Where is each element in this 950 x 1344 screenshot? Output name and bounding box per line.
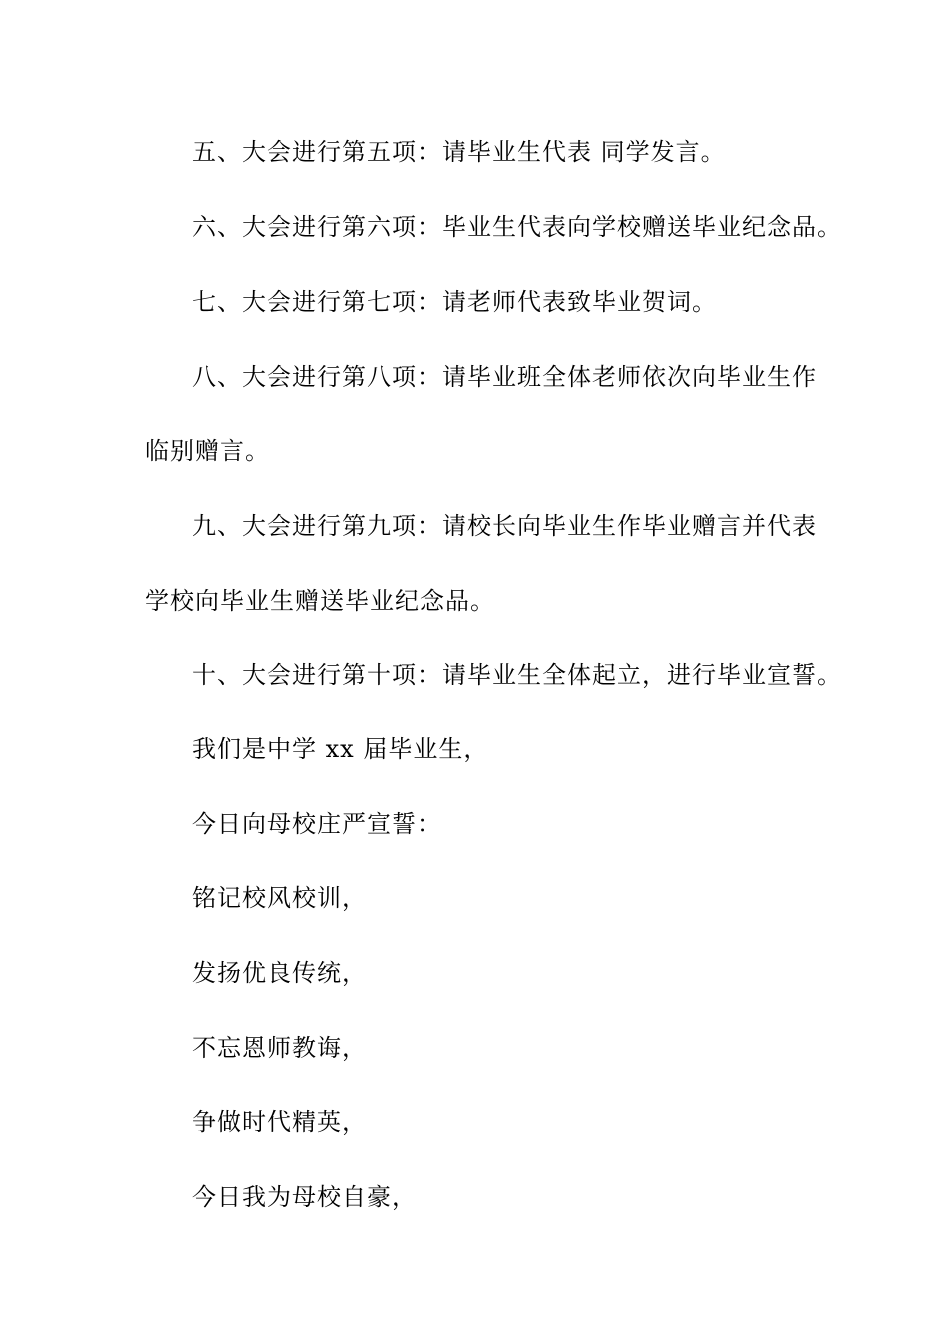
oath-line-7: 今日我为母校自豪， <box>192 1183 417 1211</box>
paragraph-item-9-line-2: 学校向毕业生赠送毕业纪念品。 <box>145 587 495 615</box>
paragraph-item-6: 六、大会进行第六项：毕业生代表向学校赠送毕业纪念品。 <box>192 213 842 241</box>
oath-line-1: 我们是中学 xx 届毕业生， <box>192 735 489 763</box>
paragraph-item-7: 七、大会进行第七项：请老师代表致毕业贺词。 <box>192 288 717 316</box>
oath-line-4: 发扬优良传统， <box>192 959 367 987</box>
oath-line-2: 今日向母校庄严宣誓： <box>192 810 442 838</box>
oath-line-3: 铭记校风校训， <box>192 884 367 912</box>
paragraph-item-8-line-2: 临别赠言。 <box>145 437 270 465</box>
paragraph-item-5: 五、大会进行第五项：请毕业生代表 同学发言。 <box>192 138 726 166</box>
paragraph-item-10: 十、大会进行第十项：请毕业生全体起立，进行毕业宣誓。 <box>192 661 842 689</box>
paragraph-item-8-line-1: 八、大会进行第八项：请毕业班全体老师依次向毕业生作 <box>192 363 817 391</box>
paragraph-item-9-line-1: 九、大会进行第九项：请校长向毕业生作毕业赠言并代表 <box>192 512 817 540</box>
oath-line-5: 不忘恩师教诲， <box>192 1034 367 1062</box>
oath-line-6: 争做时代精英， <box>192 1108 367 1136</box>
